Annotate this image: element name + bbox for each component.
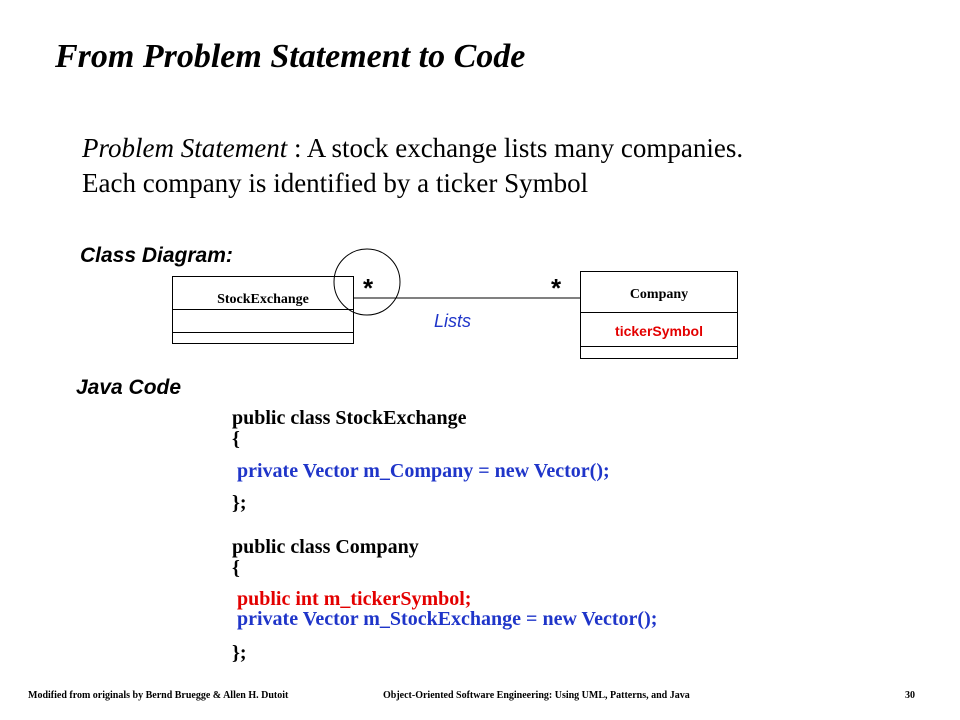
multiplicity-right: *	[551, 273, 562, 303]
footer-book-title: Object-Oriented Software Engineering: Using UML, Patterns, and Java	[383, 690, 690, 701]
code-line: public int m_tickerSymbol;	[232, 588, 472, 610]
code-line: private Vector m_Company = new Vector();	[232, 460, 610, 482]
slide-title: From Problem Statement to Code	[55, 38, 526, 75]
code-line: };	[232, 642, 247, 664]
problem-statement-label: Problem Statement	[82, 133, 288, 163]
code-line: public class StockExchange	[232, 407, 467, 429]
code-line: };	[232, 492, 247, 514]
code-line: public class Company	[232, 536, 419, 558]
java-code-label: Java Code	[76, 376, 182, 399]
page-number: 30	[905, 690, 915, 701]
class-attribute-tickersymbol: tickerSymbol	[615, 323, 703, 339]
problem-statement-text: : A stock exchange lists many companies.	[287, 133, 744, 163]
multiplicity-left: *	[363, 273, 374, 303]
code-line: {	[232, 557, 240, 579]
code-line: {	[232, 428, 240, 450]
class-name-company: Company	[629, 287, 689, 302]
association-name: Lists	[434, 311, 472, 331]
problem-statement-line-2: Each company is identified by a ticker Symbol	[82, 168, 589, 198]
class-diagram-label: Class Diagram:	[80, 244, 233, 267]
footer-credit: Modified from originals by Bernd Bruegge & Allen H. Dutoit	[28, 690, 289, 701]
code-line: private Vector m_StockExchange = new Vector();	[232, 608, 658, 630]
class-name-stockexchange: StockExchange	[217, 292, 309, 307]
